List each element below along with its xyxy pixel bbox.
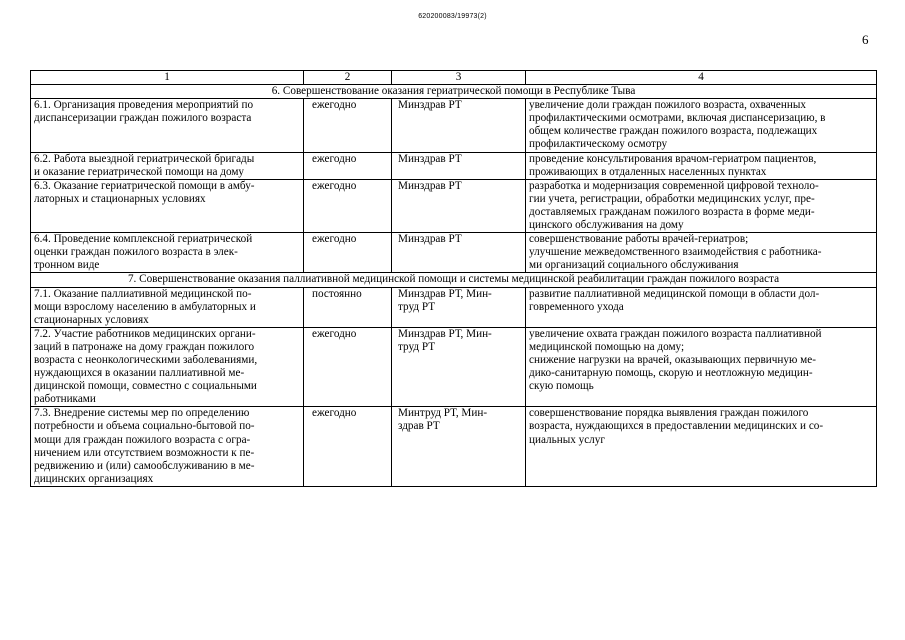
section-row [31,273,877,287]
term-cell: постоянно [304,287,392,327]
executor-cell: Минздрав РТ, Мин- труд РТ [392,287,526,327]
term-cell: ежегодно [304,327,392,407]
table-row [31,233,877,273]
document-id: 620200083/19973(2) [418,13,487,20]
table-row [31,99,877,152]
executor-cell: Минтруд РТ, Мин- здрав РТ [392,407,526,487]
table-header-row [31,71,877,85]
plan-table [30,70,877,487]
executor-cell: Минздрав РТ [392,152,526,179]
column-number-3: 3 [392,71,526,85]
term-cell: ежегодно [304,152,392,179]
activity-cell: 7.1. Оказание паллиативной медицинской по- мощи взрослому населению в амбулаторных и стационарных условиях [31,287,304,327]
activity-cell: 7.2. Участие работников медицинских органи- заций в патронаже на дому граждан пожилого возраста с неонкологическими заболеваниями, нуждающихся в оказании паллиативной ме- дицинской помощи, совместно с социальными работниками [31,327,304,407]
result-cell: увеличение доли граждан пожилого возраста, охваченных профилактическими осмотрами, включая диспансеризацию, в общем количестве граждан пожилого возраста, подлежащих профилактическому осмотру [526,99,877,152]
result-cell: увеличение охвата граждан пожилого возраста паллиативной медицинской помощью на дому; снижение нагрузки на врачей, оказывающих первичную ме- дико-санитарную помощь, скорую и неотложную медицин- скую помощь [526,327,877,407]
section-title: 6. Совершенствование оказания гериатрической помощи в Республике Тыва [31,85,877,99]
executor-cell: Минздрав РТ [392,233,526,273]
table-row [31,327,877,407]
column-number-1: 1 [31,71,304,85]
term-cell: ежегодно [304,179,392,232]
column-number-4: 4 [526,71,877,85]
column-number-2: 2 [304,71,392,85]
section-row [31,85,877,99]
table-row [31,287,877,327]
term-cell: ежегодно [304,233,392,273]
page-number: 6 [862,32,869,47]
result-cell: совершенствование порядка выявления граждан пожилого возраста, нуждающихся в предоставлении медицинских и со- циальных услуг [526,407,877,487]
activity-cell: 6.1. Организация проведения мероприятий по диспансеризации граждан пожилого возраста [31,99,304,152]
executor-cell: Минздрав РТ [392,99,526,152]
section-title: 7. Совершенствование оказания паллиативной медицинской помощи и системы медицинской реабилитации граждан пожилого возраста [31,273,877,287]
result-cell: разработка и модернизация современной цифровой техноло- гии учета, регистрации, обработки медицинских услуг, пре- доставляемых гражданам пожилого возраста в форме меди- цинского обслуживания на дому [526,179,877,232]
activity-cell: 7.3. Внедрение системы мер по определению потребности и объема социально-бытовой по- мощи для граждан пожилого возраста с огра- ничением или отсутствием возможности к пе- редвижению и (или) самообслуживанию в ме- дицинских организациях [31,407,304,487]
result-cell: проведение консультирования врачом-гериатром пациентов, проживающих в отдаленных населенных пунктах [526,152,877,179]
executor-cell: Минздрав РТ [392,179,526,232]
result-cell: совершенствование работы врачей-гериатров; улучшение межведомственного взаимодействия с работника- ми организаций социального обслуживания [526,233,877,273]
term-cell: ежегодно [304,407,392,487]
executor-cell: Минздрав РТ, Мин- труд РТ [392,327,526,407]
activity-cell: 6.4. Проведение комплексной гериатрической оценки граждан пожилого возраста в элек- тронном виде [31,233,304,273]
activity-cell: 6.2. Работа выездной гериатрической бригады и оказание гериатрической помощи на дому [31,152,304,179]
table-row [31,152,877,179]
result-cell: развитие паллиативной медицинской помощи в области дол- говременного ухода [526,287,877,327]
activity-cell: 6.3. Оказание гериатрической помощи в амбу- латорных и стационарных условиях [31,179,304,232]
table-row [31,407,877,487]
table-row [31,179,877,232]
term-cell: ежегодно [304,99,392,152]
